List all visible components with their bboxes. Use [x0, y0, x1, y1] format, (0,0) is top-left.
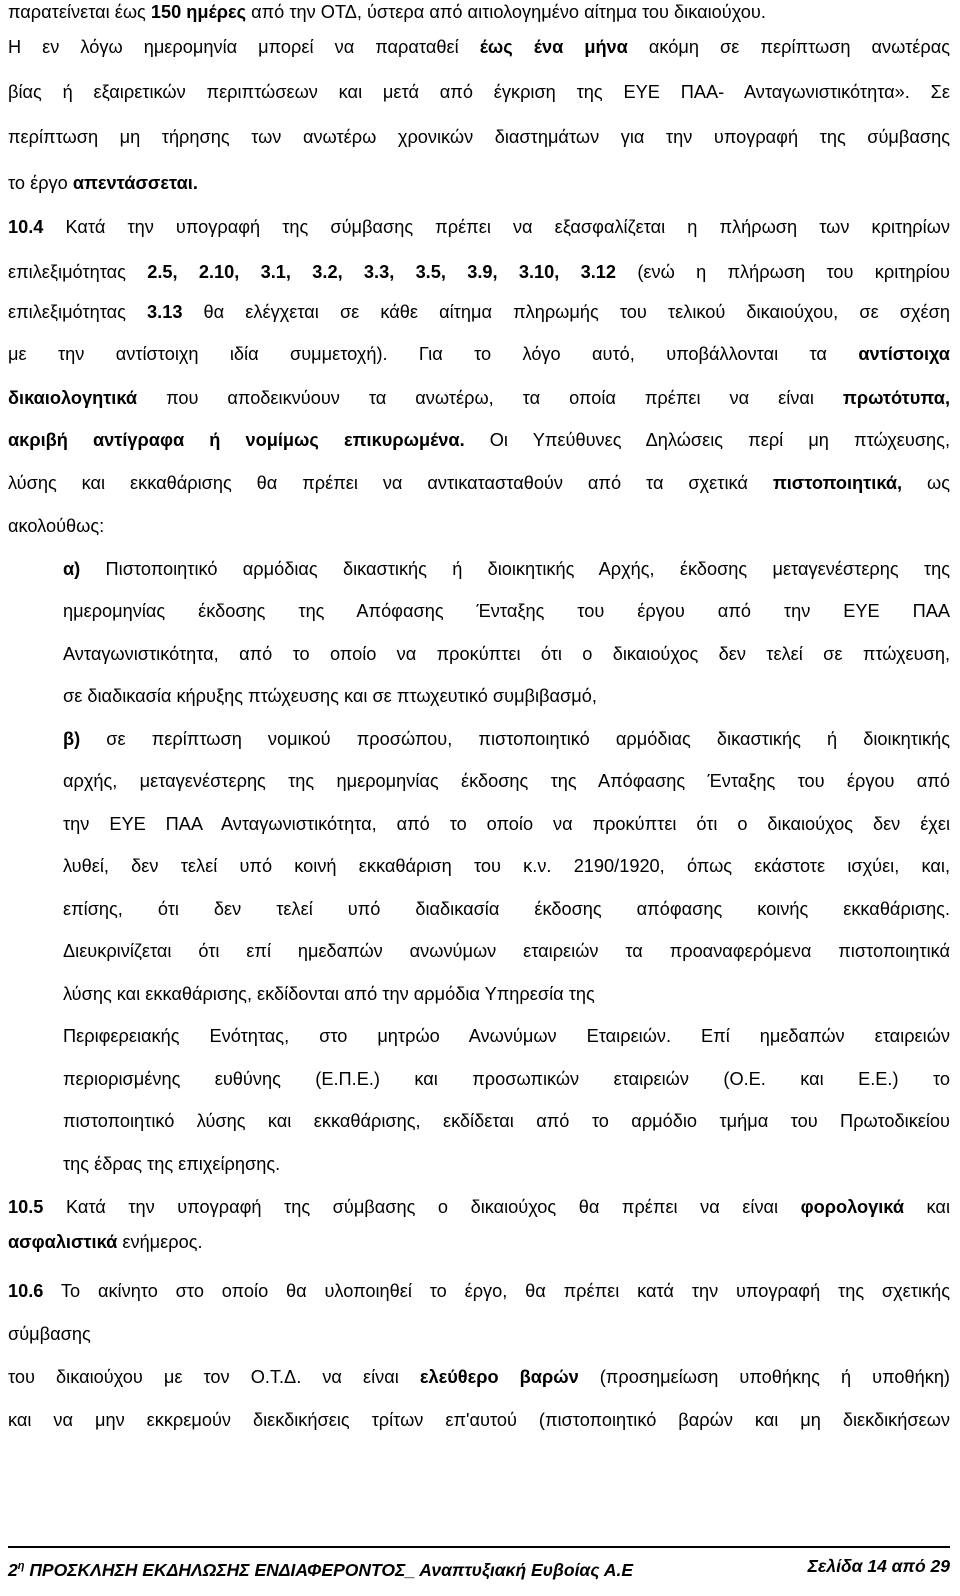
text-segment: από την ΟΤΔ, ύστερα από αιτιολογημένο αίτημα του δικαιούχου. [246, 2, 766, 22]
text-line [8, 1230, 950, 1254]
text-segment: σε περίπτωση νομικού προσώπου, πιστοποιητικό αρμόδιας δικαστικής ή διοικητικής [80, 729, 950, 749]
text-segment: Διευκρινίζεται ότι επί ημεδαπών ανωνύμων εταιρειών τα προαναφερόμενα πιστοποιητικά [63, 941, 950, 961]
text-segment: (ενώ η πλήρωση του κριτηρίου [616, 262, 950, 282]
text-line [63, 1152, 950, 1176]
text-segment: (προσημείωση υποθήκης ή υποθήκη) [578, 1367, 950, 1387]
text-segment: λύσης και εκκαθάρισης, εκδίδονται από την αρμόδια Υπηρεσία της [63, 984, 595, 1004]
text-line [63, 684, 950, 708]
text-segment: επιλεξιμότητας [8, 262, 148, 282]
bold-text: ασφαλιστικά [8, 1232, 118, 1252]
text-segment: επίσης, ότι δεν τελεί υπό διαδικασία έκδοσης απόφασης κοινής εκκαθάρισης. [63, 899, 950, 919]
footer-ordinal-suffix: η [17, 1560, 25, 1572]
bold-text: α) [63, 559, 81, 579]
text-segment: που αποδεικνύουν τα ανωτέρω, τα οποία πρέπει να είναι [137, 388, 843, 408]
text-line [63, 769, 950, 793]
footer-page-number: Σελίδα 14 από 29 [807, 1556, 950, 1576]
text-segment: θα ελέγχεται σε κάθε αίτημα πληρωμής του τελικού δικαιούχου, σε σχέση [182, 302, 951, 322]
text-segment: περίπτωση μη τήρησης των ανωτέρω χρονικών διαστημάτων για την υπογραφή της σύμβασης [8, 127, 950, 147]
text-segment: Οι Υπεύθυνες Δηλώσεις περί μη πτώχευσης, [464, 430, 950, 450]
text-segment: με την αντίστοιχη ιδία συμμετοχή). Για το λόγο αυτό, υποβάλλονται τα [8, 344, 859, 364]
text-line [63, 557, 950, 581]
text-segment: σε διαδικασία κήρυξης πτώχευσης και σε πτωχευτικό συμβιβασμό, [63, 686, 597, 706]
text-line [63, 897, 950, 921]
text-line [8, 300, 950, 324]
text-line [63, 812, 950, 836]
footer-rule [8, 1546, 950, 1548]
text-segment: ενήμερος. [117, 1232, 203, 1252]
text-segment: Ανταγωνιστικότητα, από το οποίο να προκύπτει ότι ο δικαιούχος δεν τελεί σε πτώχευση, [63, 644, 950, 664]
text-line [8, 260, 950, 284]
text-line [63, 727, 950, 751]
text-line [63, 854, 950, 878]
text-segment: βίας ή εξαιρετικών περιπτώσεων και μετά από έγκριση της ΕΥΕ ΠΑΑ- Ανταγωνιστικότητα». Σε [8, 82, 950, 102]
text-line [8, 428, 950, 452]
text-segment: Περιφερειακής Ενότητας, στο μητρώο Ανωνύμων Εταιρειών. Επί ημεδαπών εταιρειών [63, 1026, 950, 1046]
text-segment: σύμβασης [8, 1324, 91, 1344]
bold-text: 2.5, 2.10, 3.1, 3.2, 3.3, 3.5, 3.9, 3.10, 3.12 [147, 262, 617, 282]
text-line [63, 642, 950, 666]
text-line [8, 80, 950, 104]
text-line [8, 471, 950, 495]
text-line [8, 386, 950, 410]
text-line [8, 1195, 950, 1219]
text-segment: επιλεξιμότητας [8, 302, 148, 322]
text-line [63, 1067, 950, 1091]
text-line [8, 1408, 950, 1432]
text-line [8, 342, 950, 366]
bold-text: έως ένα μήνα [479, 37, 628, 57]
text-line [63, 939, 950, 963]
text-segment: το έργο [8, 173, 73, 193]
text-line [8, 171, 950, 195]
bold-text: αντίστοιχα [858, 344, 950, 364]
text-line [8, 35, 950, 59]
bold-text: 10.4 [8, 217, 44, 237]
text-line [8, 1322, 950, 1346]
text-segment: ως [902, 473, 950, 493]
text-segment: πιστοποιητικό λύσης και εκκαθάρισης, εκδίδεται από το αρμόδιο τμήμα του Πρωτοδικείου [63, 1111, 950, 1131]
text-segment: Πιστοποιητικό αρμόδιας δικαστικής ή διοικητικής Αρχής, έκδοσης μεταγενέστερης της [80, 559, 950, 579]
text-line [8, 514, 950, 538]
bold-text: 10.6 [8, 1281, 44, 1301]
text-segment: Κατά την υπογραφή της σύμβασης πρέπει να εξασφαλίζεται η πλήρωση των κριτηρίων [43, 217, 950, 237]
text-segment: παρατείνεται έως [8, 2, 151, 22]
text-segment: Η εν λόγω ημερομηνία μπορεί να παραταθεί [8, 37, 480, 57]
text-segment: και να μην εκκρεμούν διεκδικήσεις τρίτων επ'αυτού (πιστοποιητικό βαρών και μη διεκδικήσεων [8, 1410, 950, 1430]
bold-text: πρωτότυπα, [842, 388, 950, 408]
text-segment: την ΕΥΕ ΠΑΑ Ανταγωνιστικότητα, από το οποίο να προκύπτει ότι ο δικαιούχος δεν έχει [63, 814, 950, 834]
text-line [63, 599, 950, 623]
text-segment: περιορισμένης ευθύνης (Ε.Π.Ε.) και προσωπικών εταιρειών (Ο.Ε. και Ε.Ε.) το [63, 1069, 950, 1089]
text-segment: αρχής, μεταγενέστερης της ημερομηνίας έκδοσης της Απόφασης Ένταξης του έργου από [63, 771, 950, 791]
text-segment: Το ακίνητο στο οποίο θα υλοποιηθεί το έργο, θα πρέπει κατά την υπογραφή της σχετικής [43, 1281, 950, 1301]
footer-title-text: ΠΡΟΣΚΛΗΣΗ ΕΚΔΗΛΩΣΗΣ ΕΝΔΙΑΦΕΡΟΝΤΟΣ_ Αναπτυξιακή Ευβοίας Α.Ε [24, 1559, 633, 1580]
text-segment: ακόμη σε περίπτωση ανωτέρας [627, 37, 951, 57]
bold-text: ακριβή αντίγραφα ή νομίμως επικυρωμένα. [8, 430, 465, 450]
text-segment: και [904, 1197, 950, 1217]
text-line [8, 215, 950, 239]
text-segment: του δικαιούχου με τον Ο.Τ.Δ. να είναι [8, 1367, 420, 1387]
footer-ordinal: 2 [8, 1559, 18, 1580]
text-line [8, 1279, 950, 1303]
bold-text: 150 ημέρες [150, 2, 247, 22]
text-segment: λύσης και εκκαθάρισης θα πρέπει να αντικατασταθούν από τα σχετικά [8, 473, 773, 493]
bold-text: απεντάσσεται. [72, 173, 198, 193]
bold-text: β) [63, 729, 81, 749]
text-line [8, 1365, 950, 1389]
bold-text: πιστοποιητικά, [772, 473, 903, 493]
text-line [8, 0, 950, 24]
bold-text: 3.13 [147, 302, 183, 322]
bold-text: 10.5 [8, 1197, 44, 1217]
text-segment: λυθεί, δεν τελεί υπό κοινή εκκαθάριση του κ.ν. 2190/1920, όπως εκάστοτε ισχύει, και, [63, 856, 950, 876]
text-segment: ακολούθως: [8, 516, 105, 536]
text-line [63, 1024, 950, 1048]
text-line [63, 982, 950, 1006]
text-segment: της έδρας της επιχείρησης. [63, 1154, 281, 1174]
text-segment: Κατά την υπογραφή της σύμβασης ο δικαιούχος θα πρέπει να είναι [43, 1197, 801, 1217]
footer-title [8, 1554, 633, 1582]
bold-text: δικαιολογητικά [8, 388, 138, 408]
text-line [8, 125, 950, 149]
bold-text: φορολογικά [800, 1197, 905, 1217]
bold-text: ελεύθερο βαρών [419, 1367, 579, 1387]
text-line [63, 1109, 950, 1133]
text-segment: ημερομηνίας έκδοσης της Απόφασης Ένταξης του έργου από την ΕΥΕ ΠΑΑ [63, 601, 950, 621]
